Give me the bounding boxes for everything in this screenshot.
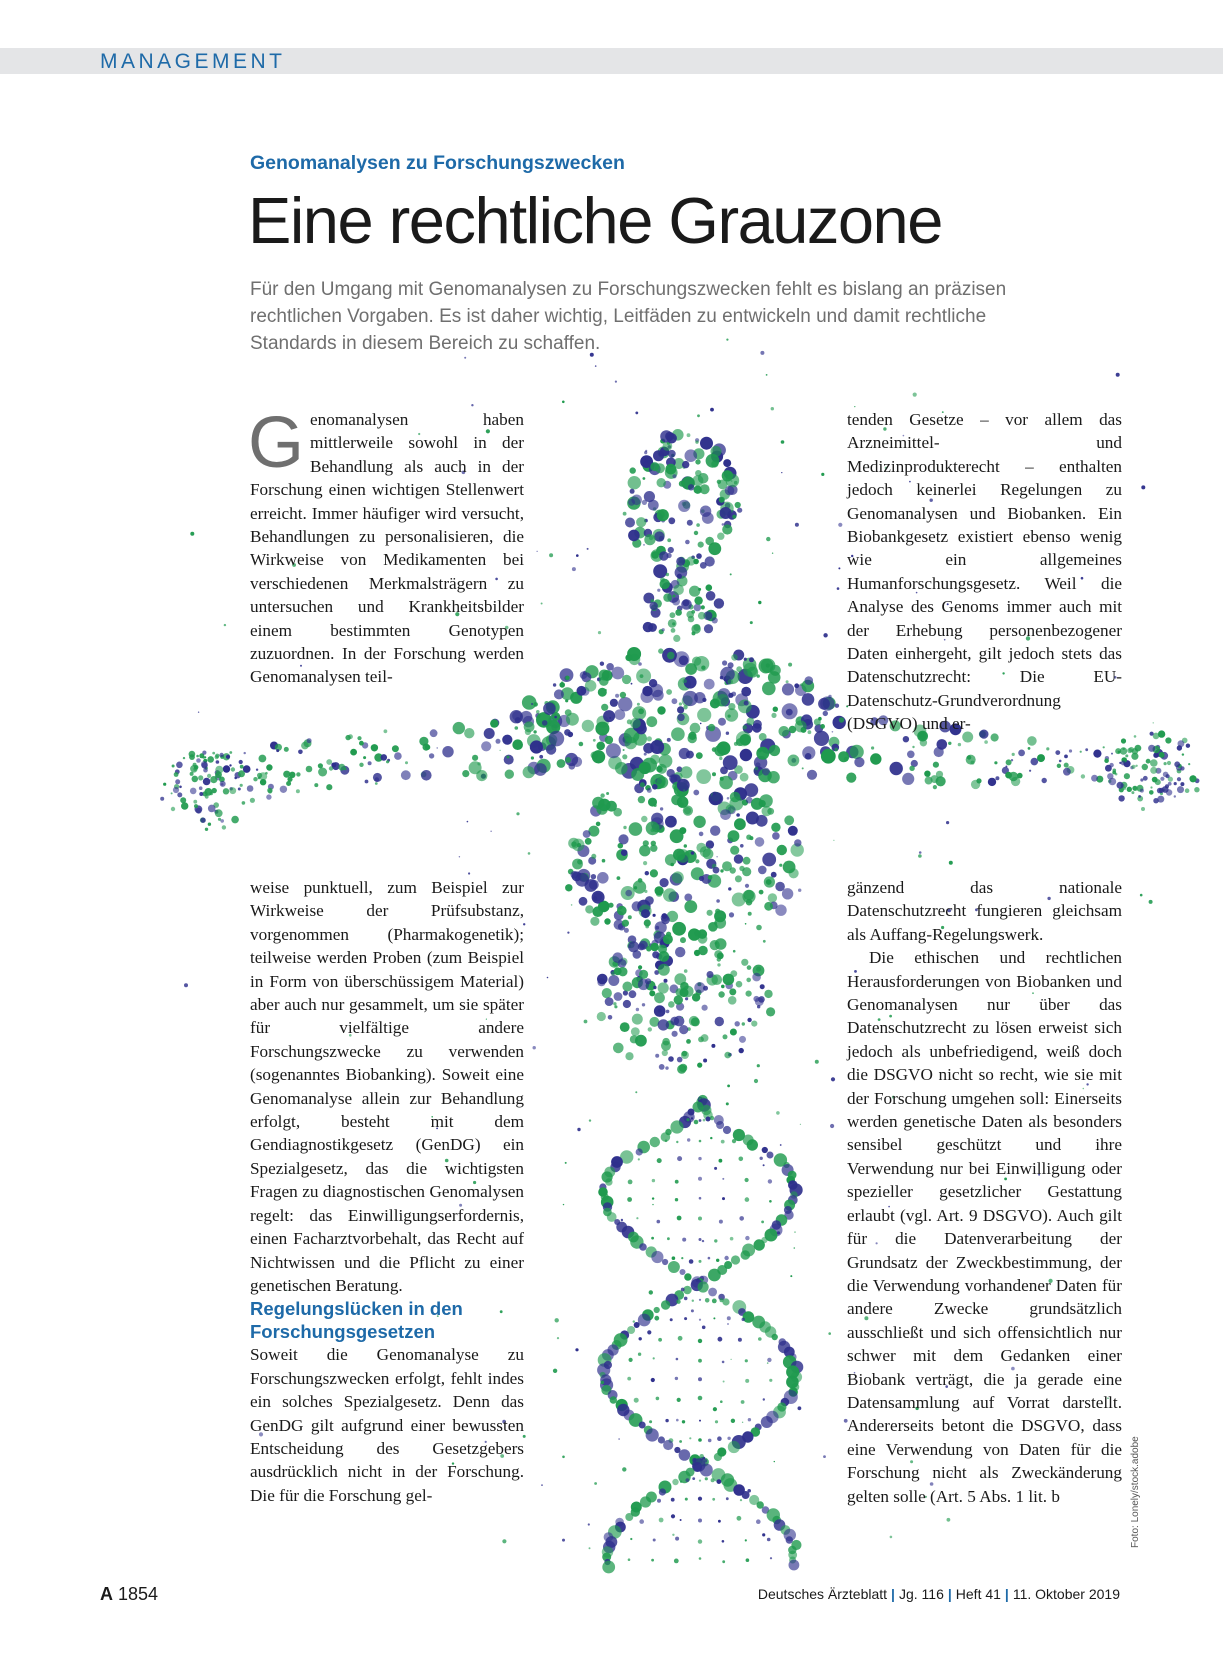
column-1-bottom bbox=[250, 876, 524, 1507]
journal-volume: Jg. 116 bbox=[898, 1586, 944, 1602]
column-1-top bbox=[248, 403, 524, 689]
lead-paragraph: Für den Umgang mit Genomanalysen zu Forschungszwecken fehlt es bislang an präzisen rechtlichen Vorgaben. Es ist daher wichtig, Leitfäden zu entwickeln und damit rechtliche Standards in diesem Bereich zu schaffen. bbox=[250, 279, 1007, 354]
drop-cap: G bbox=[248, 403, 305, 483]
kicker: Genomanalysen zu Forschungszwecken bbox=[250, 152, 625, 174]
section-label: MANAGEMENT bbox=[100, 50, 286, 73]
photo-credit: Foto: Lonely/stock.adobe bbox=[1130, 1436, 1141, 1548]
column-2-top bbox=[847, 408, 1122, 736]
body-text: tenden Gesetze – vor allem das Arzneimittel- und Medizinprodukterecht – enthalten jedoch keinerlei Regelungen zu Genomanalysen und Biobanken. Ein Biobankgesetz existiert ebenso wenig wie ein allgemeines Humanforschungsgesetz. Weil die Analyse des Genoms immer auch mit der Erhebung personenbezogener Daten einhergeht, gilt jedoch stets das Datenschutzrecht: Die EU-Datenschutz-Grundverordnung (DSGVO) und er- bbox=[847, 410, 1122, 734]
body-text: enomanalysen haben mittlerweile sowohl in der Behandlung als auch in der Forschung einen wichtigen Stellenwert erreicht. Immer häufiger wird versucht, Behandlungen zu personalisieren, die Wirkweise von Medikamenten bei verschiedenen Merkmalsträgern zu untersuchen und Krankheitsbilder einem bestimmten Genotypen zuzuordnen. In der Forschung werden Genomanalysen teil- bbox=[250, 410, 524, 687]
journal-name: Deutsches Ärzteblatt bbox=[757, 1586, 888, 1602]
body-text: weise punktuell, zum Beispiel zur Wirkweise der Prüfsubstanz, vorgenommen (Pharmakogenetik); teilweise werden Proben (zum Beispiel in Form von überschüssigem Material) aber auch nur gesammelt, um sie später für vielfältige andere Forschungszwecke zu verwenden (sogenanntes Biobanking). Soweit eine Genomanalyse allein zur Behandlung erfolgt, besteht mit dem Gendiagnostikgesetz (GenDG) ein Spezialgesetz, das die wichtigsten Fragen zu diagnostischen Genomalysen regelt: das Einwilligungserfordernis, einen Facharztvorbehalt, das Recht auf Nichtwissen und die Pflicht zu einer genetischen Beratung. bbox=[250, 878, 524, 1295]
headline: Eine rechtliche Grauzone bbox=[248, 184, 942, 257]
body-text: gänzend das nationale Datenschutzrecht fungieren gleichsam als Auffang-Regelungswerk. bbox=[847, 878, 1122, 944]
journal-issue: Heft 41 bbox=[955, 1586, 1001, 1602]
body-text: Die ethischen und rechtlichen Herausforderungen von Biobanken und Genomanalysen nur über das Datenschutzrecht zu lösen erweist sich jedoch als unbefriedigend, weiß doch die DSGVO nicht so recht, wie sie mit der Forschung umgehen soll: Einerseits werden genetische Daten als besonders sensibel geschützt und ihre Verwendung nur bei Einwilligung oder spezieller gesetzlicher Gestattung erlaubt (vgl. Art. 9 DSGVO). Auch gilt für die Datenverarbeitung der Grundsatz der Zweckbestimmung, der die Verwendung vorhandener Daten für andere Zwecke grundsätzlich ausschließt und sich offensichtlich nur schwer mit dem Gedanken einer Biobank verträgt, die ja gerade eine Datensammlung auf Vorrat darstellt. Andererseits betont die DSGVO, dass eine Verwendung von Daten für die Forschung nicht als Zweckänderung gelten solle (Art. 5 Abs. 1 lit. b bbox=[847, 948, 1122, 1506]
footer-journal-info: Deutsches Ärzteblatt | Jg. 116 | Heft 41 | 11. Oktober 2019 bbox=[757, 1586, 1120, 1602]
column-2-bottom bbox=[847, 876, 1122, 1508]
body-text: Soweit die Genomanalyse zu Forschungszwecken erfolgt, fehlt indes ein solches Spezialgesetz. Denn das GenDG gilt aufgrund einer bewussten Entscheidung des Gesetzgebers ausdrücklich nicht in der Forschung. Die für die Forschung gel- bbox=[250, 1345, 524, 1505]
subheading: Regelungslücken in den Forschungsgesetzen bbox=[250, 1298, 463, 1343]
page-prefix: A bbox=[100, 1584, 113, 1604]
journal-date: 11. Oktober 2019 bbox=[1012, 1586, 1120, 1602]
page-number-value: 1854 bbox=[118, 1584, 159, 1604]
